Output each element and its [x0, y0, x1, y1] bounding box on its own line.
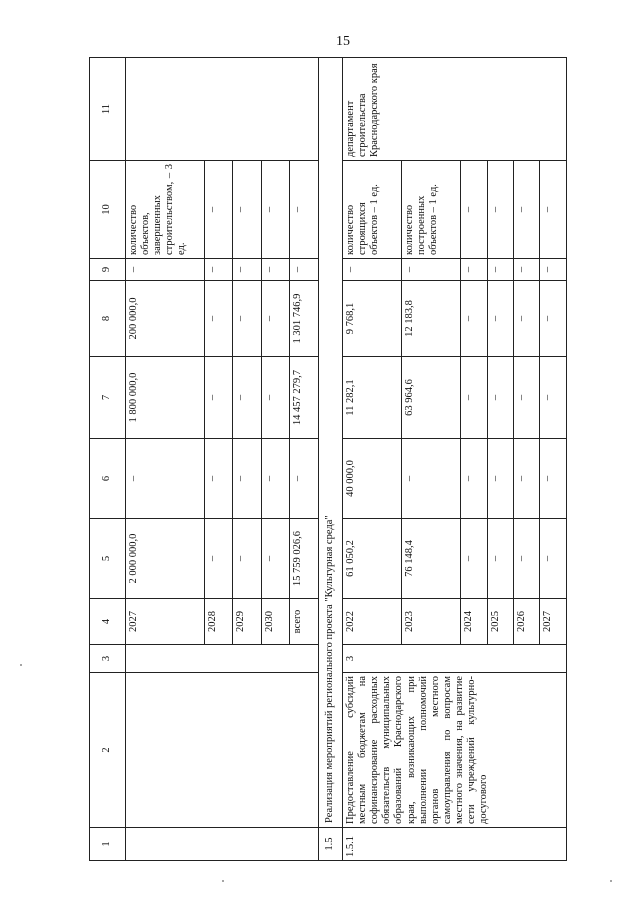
amount-other-cell: – [261, 259, 289, 281]
year-cell: 2027 [540, 599, 567, 645]
year-cell: 2024 [461, 599, 487, 645]
amount-regional-cell: 1 800 000,0 [125, 357, 204, 439]
amount-total-cell: 2 000 000,0 [125, 519, 204, 599]
amount-regional-cell: 63 964,6 [402, 357, 461, 439]
program-table [89, 57, 567, 861]
amount-total-cell: – [261, 519, 289, 599]
result-cell: – [514, 161, 540, 259]
amount-regional-cell: – [204, 357, 232, 439]
amount-local-cell: 200 000,0 [125, 281, 204, 357]
result-cell: количество построенных объектов – 1 ед. [402, 161, 461, 259]
scan-dot [222, 880, 224, 882]
amount-other-cell: – [461, 259, 487, 281]
section-number: 1.5 [318, 828, 342, 861]
amount-regional-cell: – [261, 357, 289, 439]
amount-local-cell: 1 301 746,9 [290, 281, 318, 357]
amount-local-cell: – [261, 281, 289, 357]
amount-regional-cell: 11 282,1 [343, 357, 402, 439]
amount-total-cell: – [461, 519, 487, 599]
table-row [343, 58, 402, 861]
header-cell: 8 [90, 281, 126, 357]
amount-local-cell: – [461, 281, 487, 357]
amount-federal-cell: – [125, 439, 204, 519]
amount-federal-cell: – [461, 439, 487, 519]
amount-local-cell: – [204, 281, 232, 357]
amount-local-cell: – [233, 281, 261, 357]
section-row [318, 58, 342, 861]
page-number: 15 [336, 34, 350, 49]
result-cell: – [540, 161, 567, 259]
status-cell: 3 [343, 645, 567, 673]
amount-federal-cell: – [514, 439, 540, 519]
amount-other-cell: – [233, 259, 261, 281]
result-cell: – [487, 161, 513, 259]
rotated-table-container [89, 58, 567, 861]
year-cell: 2029 [233, 599, 261, 645]
header-cell: 7 [90, 357, 126, 439]
year-cell: 2026 [514, 599, 540, 645]
year-cell: 2028 [204, 599, 232, 645]
header-cell: 4 [90, 599, 126, 645]
amount-total-cell: 76 148,4 [402, 519, 461, 599]
amount-federal-cell: – [233, 439, 261, 519]
amount-local-cell: – [487, 281, 513, 357]
amount-total-cell: 15 759 026,6 [290, 519, 318, 599]
header-cell: 6 [90, 439, 126, 519]
year-cell: 2027 [125, 599, 204, 645]
header-row [90, 58, 126, 861]
amount-local-cell: 9 768,1 [343, 281, 402, 357]
result-cell: – [290, 161, 318, 259]
amount-other-cell: – [514, 259, 540, 281]
year-cell: 2030 [261, 599, 289, 645]
amount-federal-cell: – [204, 439, 232, 519]
table-row [125, 58, 204, 861]
amount-other-cell: – [487, 259, 513, 281]
amount-federal-cell: – [402, 439, 461, 519]
header-cell: 10 [90, 161, 126, 259]
amount-total-cell: – [233, 519, 261, 599]
header-cell: 3 [90, 645, 126, 673]
amount-total-cell: – [487, 519, 513, 599]
result-cell: количество строящихся объектов – 1 ед. [343, 161, 402, 259]
result-cell: – [461, 161, 487, 259]
amount-local-cell: – [540, 281, 567, 357]
executor-cell: департамент строительства Краснодарского края [343, 58, 567, 161]
result-cell: – [233, 161, 261, 259]
amount-other-cell: – [343, 259, 402, 281]
amount-federal-cell: 40 000,0 [343, 439, 402, 519]
header-cell: 9 [90, 259, 126, 281]
amount-regional-cell: – [514, 357, 540, 439]
amount-federal-cell: – [261, 439, 289, 519]
amount-regional-cell: – [233, 357, 261, 439]
result-cell: количество объектов, завершенных строительством, – 3 ед. [125, 161, 204, 259]
header-cell: 5 [90, 519, 126, 599]
executor-cell [125, 58, 318, 161]
row-number-cell [125, 828, 318, 861]
result-cell: – [204, 161, 232, 259]
result-cell: – [261, 161, 289, 259]
status-cell [125, 645, 318, 673]
scan-dot [20, 664, 22, 666]
amount-total-cell: – [204, 519, 232, 599]
amount-local-cell: – [514, 281, 540, 357]
description-cell: Предоставление субсидий местным бюджетам на софинансирование расходных обязательств муниципальных образований Краснодарского края, возникающих при выполнении полномочий органов местного самоуправления по вопросам местного значения, на развитие сети учреждений культурно-досугового [343, 673, 567, 828]
row-number-cell: 1.5.1 [343, 828, 567, 861]
amount-other-cell: – [290, 259, 318, 281]
amount-other-cell: – [540, 259, 567, 281]
year-cell: всего [290, 599, 318, 645]
description-cell [125, 673, 318, 828]
header-cell: 1 [90, 828, 126, 861]
amount-local-cell: 12 183,8 [402, 281, 461, 357]
amount-regional-cell: – [461, 357, 487, 439]
amount-total-cell: – [540, 519, 567, 599]
section-title: Реализация мероприятий регионального проекта "Культурная среда" [318, 58, 342, 828]
amount-federal-cell: – [540, 439, 567, 519]
year-cell: 2023 [402, 599, 461, 645]
amount-other-cell: – [402, 259, 461, 281]
amount-total-cell: – [514, 519, 540, 599]
header-cell: 11 [90, 58, 126, 161]
amount-other-cell: – [125, 259, 204, 281]
amount-regional-cell: – [487, 357, 513, 439]
header-cell: 2 [90, 673, 126, 828]
amount-federal-cell: – [290, 439, 318, 519]
amount-regional-cell: – [540, 357, 567, 439]
amount-regional-cell: 14 457 279,7 [290, 357, 318, 439]
amount-other-cell: – [204, 259, 232, 281]
amount-total-cell: 61 050,2 [343, 519, 402, 599]
year-cell: 2022 [343, 599, 402, 645]
scan-dot [610, 880, 612, 882]
year-cell: 2025 [487, 599, 513, 645]
amount-federal-cell: – [487, 439, 513, 519]
